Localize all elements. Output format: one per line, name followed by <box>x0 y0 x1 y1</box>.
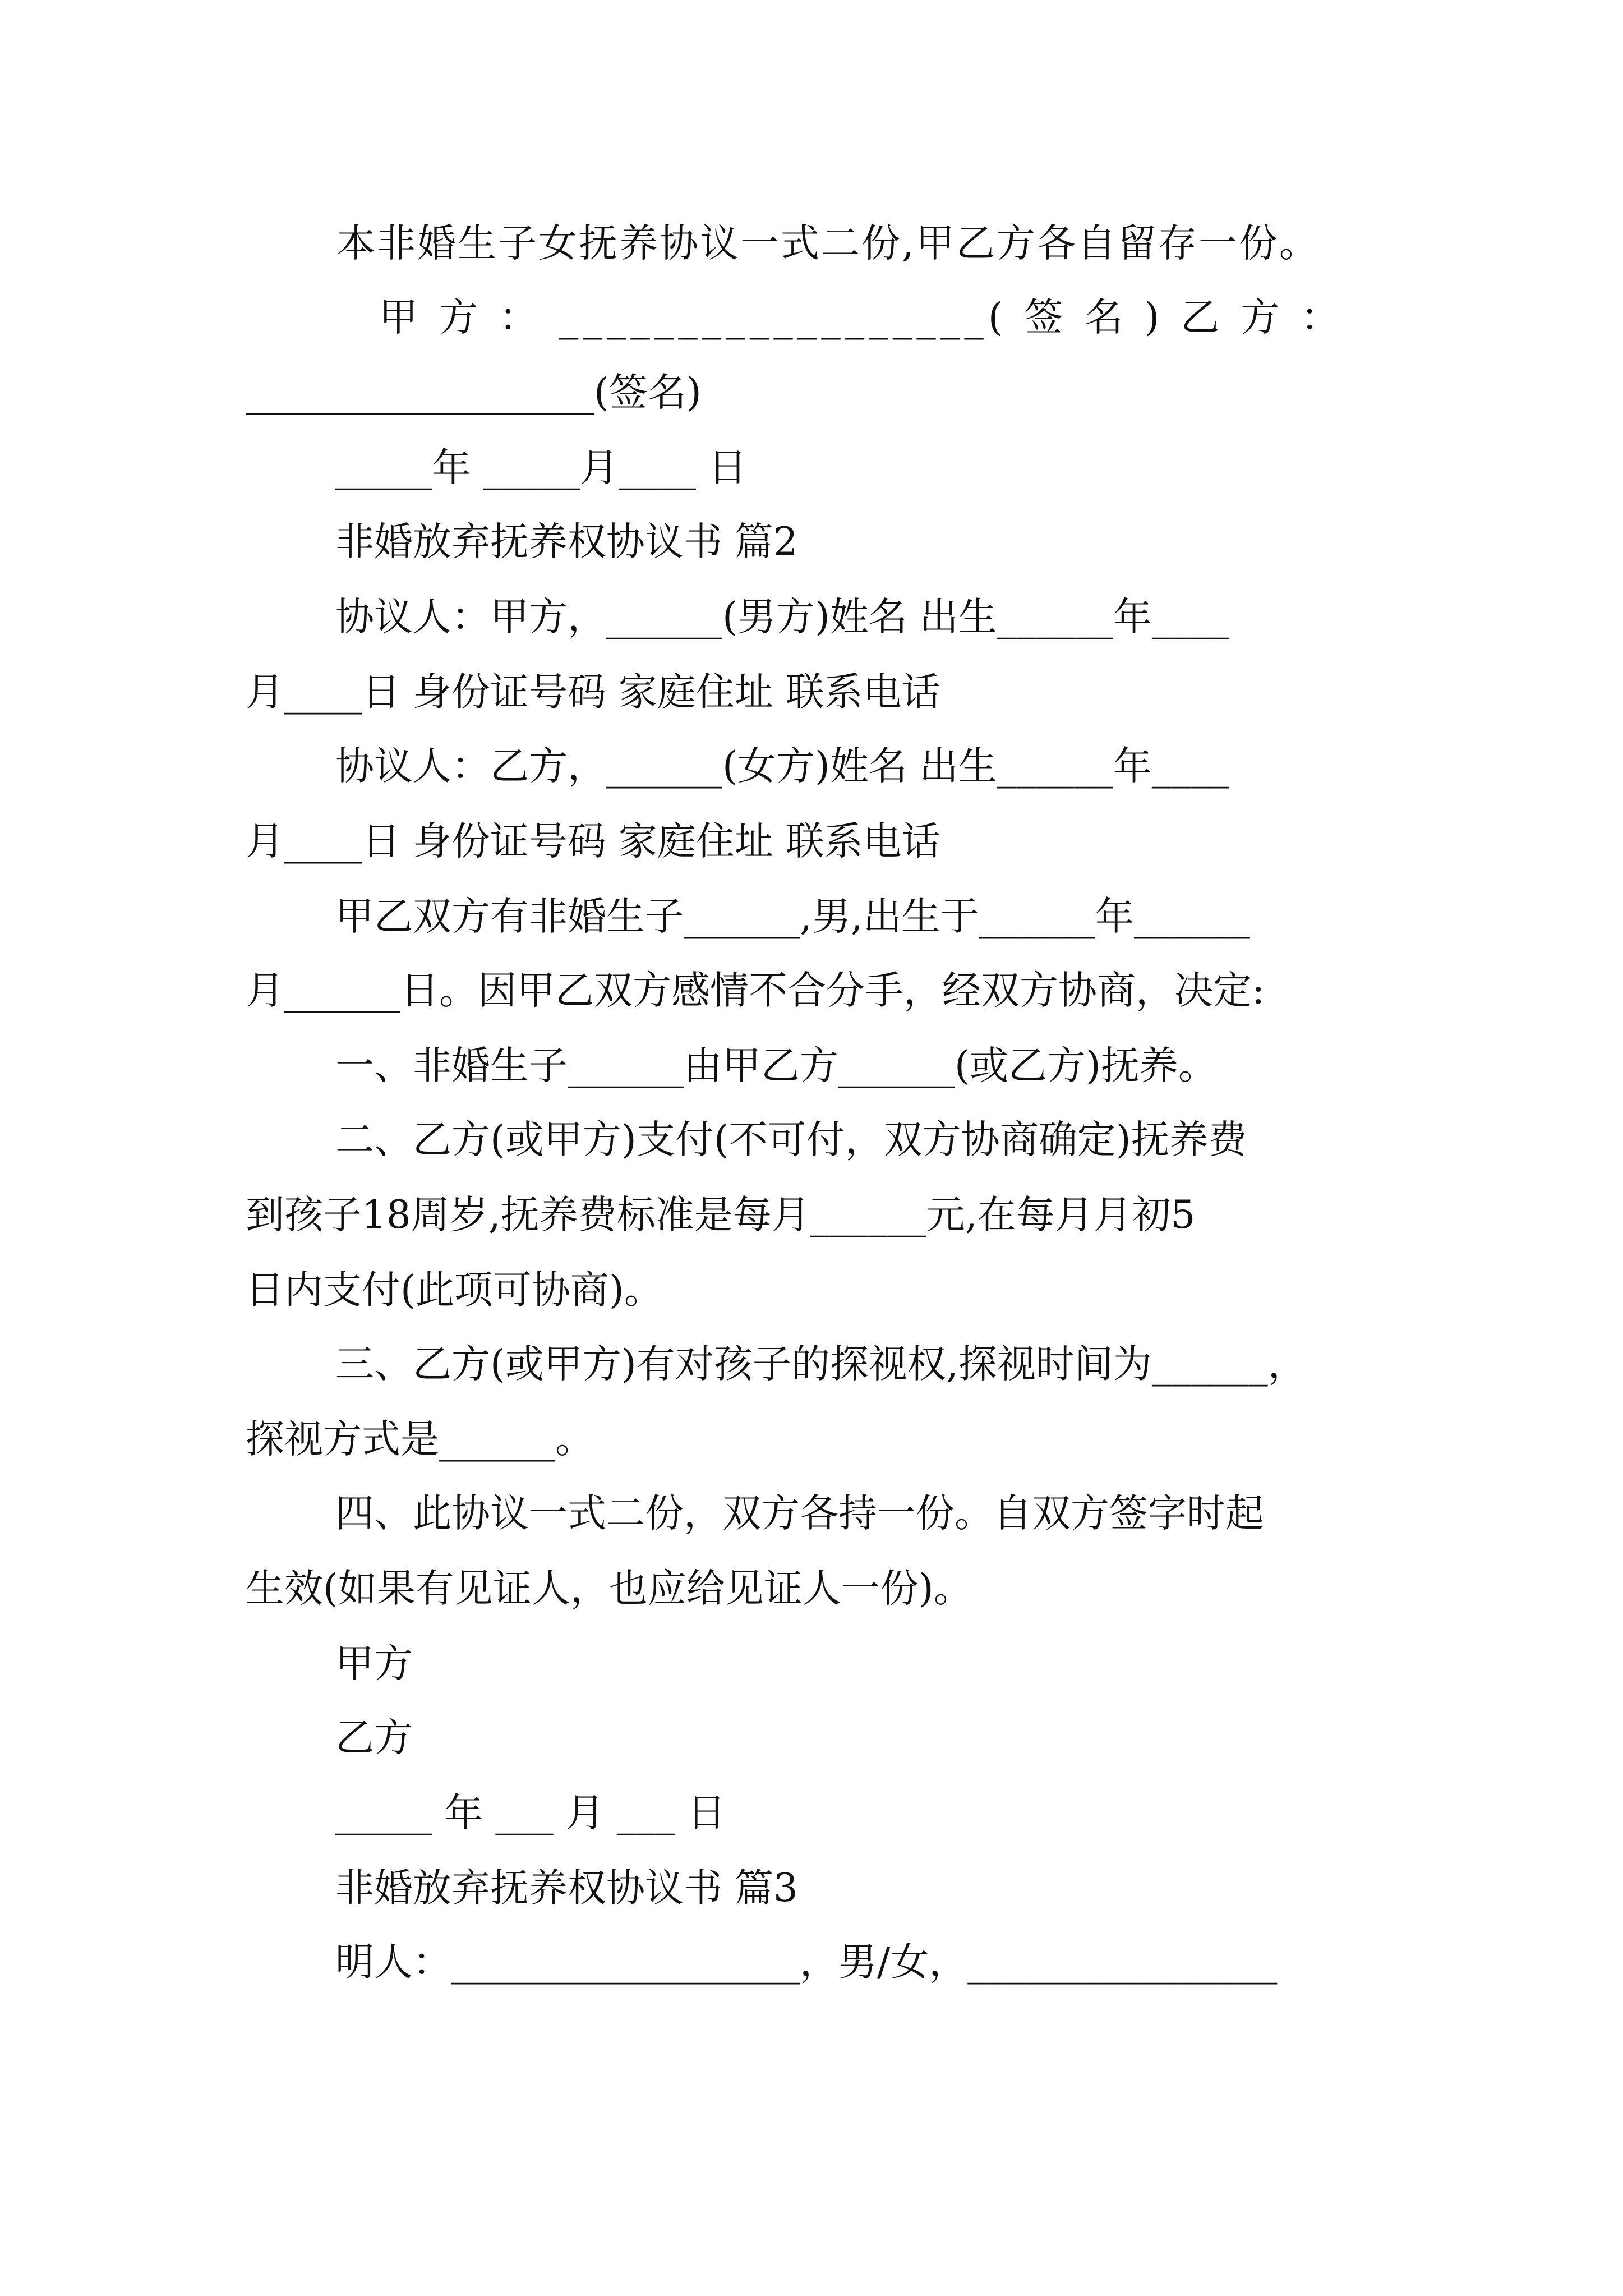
paragraph-text: 四、此协议一式二份，双方各持一份。自双方签字时起 <box>335 1491 1264 1536</box>
paragraph-text: 协议人：甲方，______(男方)姓名 出生______年____ <box>335 595 1229 639</box>
signature-text: __________________(签名) <box>246 370 702 415</box>
paragraph-text: 月______日。因甲乙双方感情不合分手，经双方协商，决定: <box>246 968 1265 1013</box>
paragraph-text: 本非婚生子女抚养协议一式二份,甲乙方各自留存一份。 <box>336 221 1320 266</box>
party-b-line-2 <box>0 810 1623 873</box>
section-heading-3 <box>0 1857 1623 1920</box>
signature-text: 甲 方 ： __________________( 签 名 ) 乙 方 ： <box>379 295 1344 340</box>
paragraph-text: 二、乙方(或甲方)支付(不可付，双方协商确定)抚养费 <box>335 1117 1247 1162</box>
date-text: _____ 年 ___ 月 ___ 日 <box>335 1791 726 1835</box>
clause-2-line-3 <box>0 1259 1623 1322</box>
paragraph-text: 日内支付(此项可协商)。 <box>246 1268 663 1313</box>
paragraph-text: 协议人：乙方，______(女方)姓名 出生______年____ <box>335 744 1229 789</box>
clause-2-line-1 <box>0 1108 1623 1171</box>
clause-3-line-2 <box>0 1408 1623 1471</box>
paragraph-text: 乙方 <box>335 1715 413 1760</box>
clause-4-line-1 <box>0 1482 1623 1545</box>
clause-4-line-2 <box>0 1557 1623 1620</box>
signature-line-party-b <box>0 361 1623 424</box>
child-info-line-1 <box>0 885 1623 948</box>
date-text: _____年 _____月____ 日 <box>335 445 747 490</box>
paragraph-text: 甲乙双方有非婚生子______,男,出生于______年______ <box>335 894 1250 939</box>
party-a-line-2 <box>0 661 1623 724</box>
signature-line-party-a-b <box>0 286 1623 349</box>
party-a-line-1 <box>0 586 1623 648</box>
declarant-line <box>0 1931 1623 1994</box>
section-heading-text: 非婚放弃抚养权协议书 篇2 <box>335 519 798 564</box>
paragraph-text: 探视方式是______。 <box>246 1417 594 1462</box>
paragraph-text: 一、非婚生子______由甲乙方______(或乙方)抚养。 <box>335 1043 1217 1088</box>
paragraph-text: 月____日 身份证号码 家庭住址 联系电话 <box>246 819 940 864</box>
paragraph-text: 到孩子18周岁,抚养费标准是每月______元,在每月月初5 <box>246 1193 1196 1237</box>
party-a-signature <box>0 1632 1623 1695</box>
clause-1 <box>0 1034 1623 1097</box>
paragraph-text: 明人：__________________，男/女，________________ <box>335 1940 1278 1985</box>
paragraph-copies-clause <box>0 212 1623 275</box>
paragraph-text: 甲方 <box>335 1641 413 1686</box>
paragraph-text: 三、乙方(或甲方)有对孩子的探视权,探视时间为______， <box>335 1342 1307 1387</box>
paragraph-text: 月____日 身份证号码 家庭住址 联系电话 <box>246 670 940 715</box>
child-info-line-2 <box>0 959 1623 1022</box>
date-line-2 <box>0 1782 1623 1844</box>
date-line <box>0 436 1623 499</box>
party-b-signature <box>0 1706 1623 1769</box>
section-heading-2 <box>0 510 1623 573</box>
section-heading-text: 非婚放弃抚养权协议书 篇3 <box>335 1866 798 1911</box>
party-b-line-1 <box>0 735 1623 798</box>
clause-3-line-1 <box>0 1333 1623 1396</box>
clause-2-line-2 <box>0 1184 1623 1246</box>
paragraph-text: 生效(如果有见证人，也应给见证人一份)。 <box>246 1566 972 1611</box>
